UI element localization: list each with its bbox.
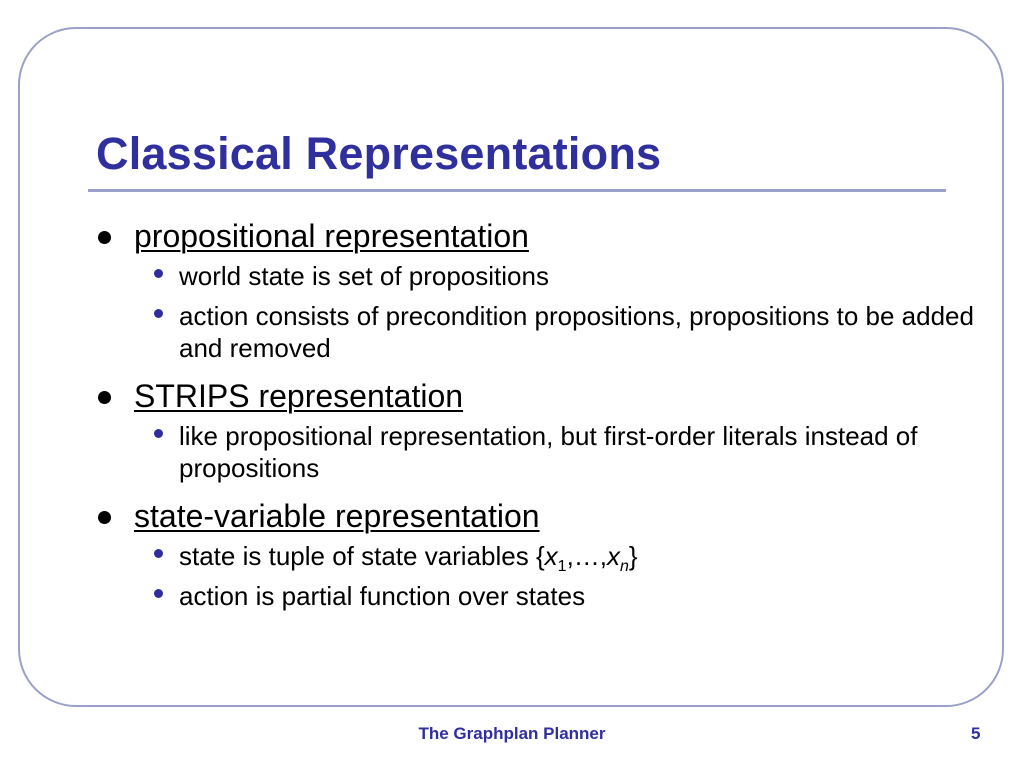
slide-title: Classical Representations	[96, 128, 662, 179]
formula-close: }	[628, 541, 638, 571]
sub-bullet-item	[96, 540, 976, 576]
sub-bullet-item	[96, 260, 976, 292]
sub-bullet-item	[96, 300, 976, 364]
sub-bullet-text: world state is set of propositions	[179, 261, 549, 291]
bullet-item	[96, 376, 976, 416]
title-divider	[88, 189, 946, 192]
bullet-dot-icon	[98, 511, 111, 524]
sub-bullet-dot-icon	[154, 269, 163, 278]
bullet-group-propositional	[96, 216, 976, 364]
bullet-heading-link[interactable]: propositional representation	[134, 218, 529, 254]
sub-bullet-item	[96, 580, 976, 612]
sub-bullet-text: like propositional representation, but first-order literals instead of propositions	[179, 421, 918, 483]
bullet-dot-icon	[98, 231, 111, 244]
sub-bullet-dot-icon	[154, 429, 163, 438]
bullet-group-state-variable	[96, 496, 976, 612]
sub-bullet-item	[96, 420, 976, 484]
sub-bullet-dot-icon	[154, 549, 163, 558]
bullet-item	[96, 496, 976, 536]
bullet-list	[96, 216, 976, 624]
formula-var: x	[607, 541, 621, 571]
bullet-item	[96, 216, 976, 256]
sub-bullet-text: state is tuple of state variables {	[179, 541, 545, 571]
sub-bullet-text: action consists of precondition propositions, propositions to be added and removed	[179, 301, 974, 363]
page-number: 5	[971, 724, 981, 743]
formula-ellipsis: ,…,	[566, 541, 608, 571]
bullet-heading-link[interactable]: state-variable representation	[134, 498, 540, 534]
bullet-heading-link[interactable]: STRIPS representation	[134, 378, 464, 414]
formula-subscript: 1	[557, 558, 567, 576]
formula-var: x	[544, 541, 558, 571]
sub-bullet-text: action is partial function over states	[179, 581, 586, 611]
bullet-dot-icon	[98, 391, 111, 404]
bullet-group-strips	[96, 376, 976, 484]
footer-title: The Graphplan Planner	[418, 724, 606, 743]
formula-subscript: n	[620, 558, 629, 576]
sub-bullet-dot-icon	[154, 309, 163, 318]
sub-bullet-dot-icon	[154, 589, 163, 598]
